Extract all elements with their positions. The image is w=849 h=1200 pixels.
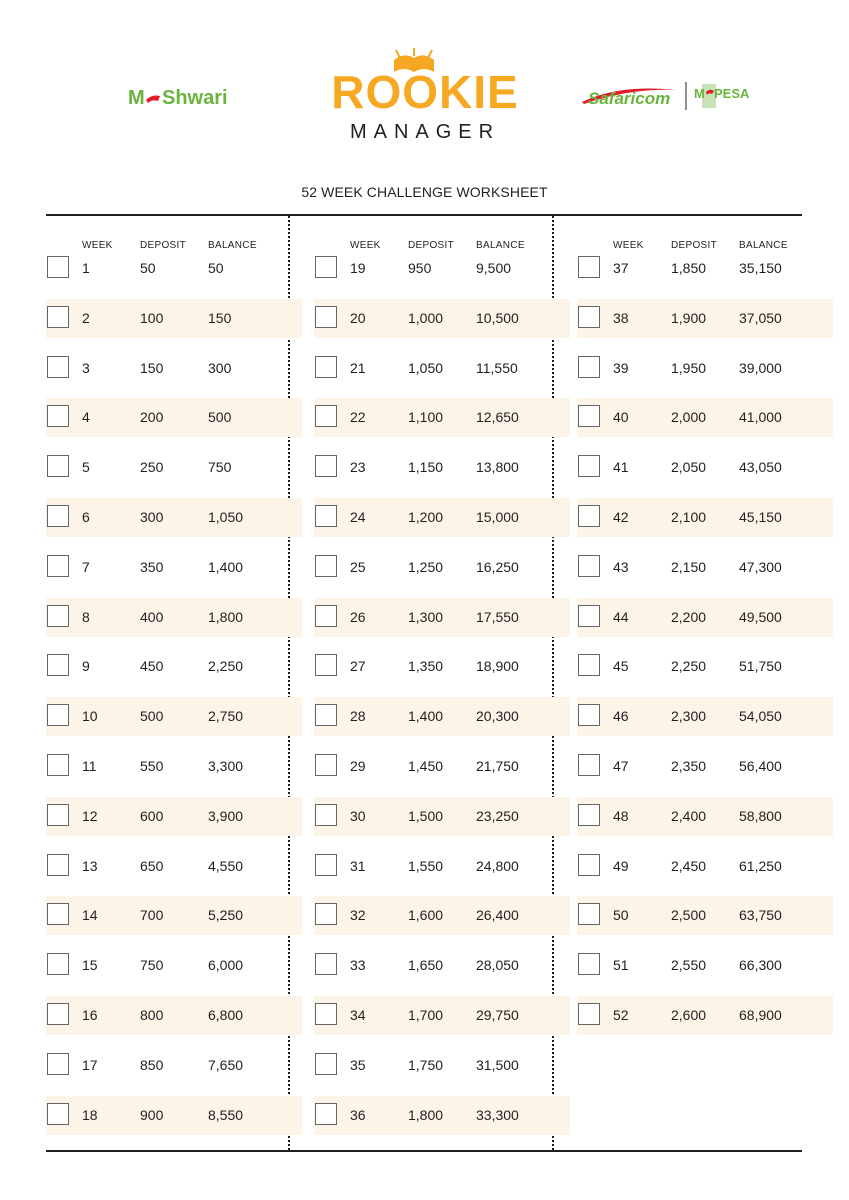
week-checkbox[interactable] [578,256,600,278]
balance-value: 66,300 [739,957,782,974]
deposit-value: 1,750 [408,1056,444,1073]
week-checkbox[interactable] [47,256,69,278]
week-value: 31 [350,857,366,874]
week-row [577,548,833,587]
week-row [46,747,302,786]
week-value: 17 [82,1056,98,1073]
week-row [314,647,570,686]
week-checkbox[interactable] [47,455,69,477]
week-row [46,349,302,388]
week-checkbox[interactable] [315,505,337,527]
deposit-value: 1,250 [408,558,444,575]
deposit-value: 2,350 [671,758,707,774]
balance-value: 51,750 [739,658,782,675]
week-checkbox[interactable] [47,704,69,726]
week-checkbox[interactable] [47,356,69,378]
week-value: 29 [350,758,366,774]
week-row [314,946,570,985]
header-week: WEEK [82,240,113,251]
week-row [314,996,570,1035]
rookie-manager-logo [330,48,520,148]
deposit-value: 400 [140,608,164,625]
week-value: 3 [82,359,90,376]
deposit-value: 1,500 [408,807,444,824]
balance-value: 28,050 [476,957,519,974]
deposit-value: 1,600 [408,907,444,924]
balance-value: 39,000 [739,359,782,376]
balance-value: 20,300 [476,708,519,725]
svg-text:Shwari: Shwari [162,87,228,109]
week-value: 15 [82,957,98,974]
week-checkbox[interactable] [47,804,69,826]
header-week: WEEK [350,240,381,251]
mshwari-logo [128,84,238,110]
deposit-value: 950 [408,260,432,276]
week-value: 47 [613,758,629,774]
week-row [46,548,302,587]
balance-value: 49,500 [739,608,782,625]
deposit-value: 100 [140,309,164,326]
week-value: 4 [82,409,90,426]
balance-value: 63,750 [739,907,782,924]
week-checkbox[interactable] [578,605,600,627]
week-row [577,398,833,437]
balance-value: 6,000 [208,957,244,974]
week-row [46,249,302,288]
deposit-value: 500 [140,708,164,725]
week-row [46,996,302,1035]
week-value: 45 [613,658,629,675]
week-checkbox[interactable] [578,356,600,378]
deposit-value: 450 [140,658,164,675]
week-row [314,847,570,886]
week-row [577,946,833,985]
header-balance: BALANCE [208,240,257,251]
week-row [577,349,833,388]
week-value: 12 [82,807,98,824]
week-row [46,896,302,935]
week-row [314,697,570,736]
week-value: 14 [82,907,98,924]
svg-text:Safaricom: Safaricom [588,89,671,108]
week-checkbox[interactable] [47,1003,69,1025]
week-checkbox[interactable] [578,1003,600,1025]
week-checkbox[interactable] [47,754,69,776]
week-value: 33 [350,957,366,974]
header-balance: BALANCE [476,240,525,251]
week-checkbox[interactable] [578,804,600,826]
balance-value: 300 [208,359,232,376]
week-row [314,896,570,935]
week-value: 28 [350,708,366,725]
week-checkbox[interactable] [578,903,600,925]
week-checkbox[interactable] [315,804,337,826]
week-value: 13 [82,857,98,874]
balance-value: 68,900 [739,1007,782,1023]
header-week: WEEK [613,240,644,251]
week-checkbox[interactable] [578,854,600,876]
balance-value: 33,300 [476,1106,519,1123]
deposit-value: 150 [140,359,164,376]
week-row [46,1046,302,1085]
week-row [577,697,833,736]
week-row [46,398,302,437]
week-checkbox[interactable] [578,704,600,726]
week-value: 6 [82,509,90,525]
week-value: 21 [350,359,366,376]
week-value: 34 [350,1007,366,1023]
week-checkbox[interactable] [578,505,600,527]
deposit-value: 1,100 [408,409,444,426]
balance-value: 47,300 [739,558,782,575]
week-row [46,1096,302,1135]
deposit-value: 2,600 [671,1007,707,1023]
week-value: 11 [82,758,97,774]
week-row [46,299,302,338]
balance-value: 21,750 [476,758,519,774]
balance-value: 17,550 [476,608,519,625]
week-value: 32 [350,907,366,924]
week-value: 52 [613,1007,629,1023]
week-row [577,996,833,1035]
balance-value: 24,800 [476,857,519,874]
week-row [46,448,302,487]
week-value: 51 [613,957,629,974]
deposit-value: 1,700 [408,1007,444,1023]
deposit-value: 2,400 [671,807,707,824]
balance-value: 23,250 [476,807,519,824]
deposit-value: 50 [140,260,156,276]
week-value: 18 [82,1106,98,1123]
week-checkbox[interactable] [47,555,69,577]
week-row [314,498,570,537]
week-row [314,1046,570,1085]
week-row [314,548,570,587]
week-checkbox[interactable] [315,356,337,378]
deposit-value: 650 [140,857,164,874]
balance-value: 9,500 [476,260,512,276]
balance-value: 54,050 [739,708,782,725]
balance-value: 750 [208,459,232,476]
balance-value: 2,750 [208,708,244,725]
week-checkbox[interactable] [315,1003,337,1025]
week-value: 48 [613,807,629,824]
week-value: 46 [613,708,629,725]
balance-value: 41,000 [739,409,782,426]
deposit-value: 1,300 [408,608,444,625]
week-checkbox[interactable] [47,654,69,676]
deposit-value: 200 [140,409,164,426]
week-value: 5 [82,459,90,476]
balance-value: 43,050 [739,459,782,476]
deposit-value: 2,100 [671,509,707,525]
deposit-value: 350 [140,558,164,575]
week-value: 26 [350,608,366,625]
header-deposit: DEPOSIT [671,240,717,251]
balance-value: 13,800 [476,459,519,476]
header-deposit: DEPOSIT [408,240,454,251]
week-value: 40 [613,409,629,426]
deposit-value: 250 [140,459,164,476]
balance-value: 3,900 [208,807,244,824]
balance-value: 56,400 [739,758,782,774]
week-checkbox[interactable] [315,1053,337,1075]
deposit-value: 750 [140,957,164,974]
svg-text:ROOKIE: ROOKIE [331,66,519,118]
week-checkbox[interactable] [578,754,600,776]
week-checkbox[interactable] [315,754,337,776]
deposit-value: 1,900 [671,309,707,326]
deposit-value: 2,450 [671,857,707,874]
week-row [46,647,302,686]
week-checkbox[interactable] [47,1053,69,1075]
week-row [314,299,570,338]
balance-value: 50 [208,260,224,276]
week-value: 35 [350,1056,366,1073]
week-row [46,797,302,836]
balance-value: 7,650 [208,1056,244,1073]
deposit-value: 550 [140,758,164,774]
week-value: 22 [350,409,366,426]
week-checkbox[interactable] [578,654,600,676]
deposit-value: 1,550 [408,857,444,874]
week-checkbox[interactable] [47,505,69,527]
week-checkbox[interactable] [315,704,337,726]
week-checkbox[interactable] [315,903,337,925]
deposit-value: 2,550 [671,957,707,974]
balance-value: 2,250 [208,658,244,675]
week-checkbox[interactable] [315,306,337,328]
week-value: 16 [82,1007,98,1023]
deposit-value: 2,200 [671,608,707,625]
week-value: 38 [613,309,629,326]
balance-value: 35,150 [739,260,782,276]
week-value: 9 [82,658,90,675]
balance-value: 5,250 [208,907,244,924]
svg-text:M: M [694,86,705,101]
balance-value: 4,550 [208,857,244,874]
week-checkbox[interactable] [315,455,337,477]
week-row [577,647,833,686]
balance-value: 1,800 [208,608,244,625]
balance-value: 500 [208,409,232,426]
week-value: 23 [350,459,366,476]
week-value: 24 [350,509,366,525]
week-value: 25 [350,558,366,575]
week-value: 42 [613,509,629,525]
week-row [314,349,570,388]
balance-value: 11,550 [476,359,518,376]
deposit-value: 2,150 [671,558,707,575]
deposit-value: 2,500 [671,907,707,924]
week-value: 43 [613,558,629,575]
week-value: 7 [82,558,90,575]
balance-value: 10,500 [476,309,519,326]
week-checkbox[interactable] [47,405,69,427]
balance-value: 6,800 [208,1007,244,1023]
week-checkbox[interactable] [47,605,69,627]
week-row [577,498,833,537]
deposit-value: 2,250 [671,658,707,675]
deposit-value: 2,050 [671,459,707,476]
week-value: 37 [613,260,629,276]
week-checkbox[interactable] [578,306,600,328]
week-value: 30 [350,807,366,824]
header-balance: BALANCE [739,240,788,251]
deposit-value: 900 [140,1106,164,1123]
balance-value: 61,250 [739,857,782,874]
week-checkbox[interactable] [47,854,69,876]
deposit-value: 1,850 [671,260,707,276]
week-row [314,249,570,288]
week-value: 19 [350,260,366,276]
week-value: 20 [350,309,366,326]
week-row [577,448,833,487]
week-checkbox[interactable] [315,256,337,278]
week-value: 44 [613,608,629,625]
week-value: 27 [350,658,366,675]
balance-value: 150 [208,309,232,326]
week-row [314,398,570,437]
deposit-value: 1,150 [408,459,444,476]
balance-value: 29,750 [476,1007,519,1023]
svg-text:MANAGER: MANAGER [349,121,501,143]
week-checkbox[interactable] [315,605,337,627]
rookie-manager-logo-graphic [330,48,520,148]
week-checkbox[interactable] [578,405,600,427]
week-value: 39 [613,359,629,376]
week-row [577,249,833,288]
week-row [314,448,570,487]
deposit-value: 1,650 [408,957,444,974]
top-rule [46,214,802,216]
mshwari-logo-graphic [128,84,238,110]
worksheet-title: 52 WEEK CHALLENGE WORKSHEET [301,184,548,200]
week-row [314,747,570,786]
week-row [46,946,302,985]
week-row [577,896,833,935]
week-checkbox[interactable] [47,306,69,328]
week-value: 50 [613,907,629,924]
balance-value: 8,550 [208,1106,244,1123]
week-checkbox[interactable] [578,555,600,577]
deposit-value: 700 [140,907,164,924]
week-checkbox[interactable] [578,953,600,975]
week-checkbox[interactable] [578,455,600,477]
week-row [46,697,302,736]
svg-text:M: M [128,87,145,109]
week-row [314,1096,570,1135]
balance-value: 26,400 [476,907,519,924]
bottom-rule [46,1150,802,1152]
week-row [577,847,833,886]
balance-value: 3,300 [208,758,244,774]
deposit-value: 1,000 [408,309,444,326]
deposit-value: 800 [140,1007,164,1023]
deposit-value: 1,050 [408,359,444,376]
balance-value: 1,050 [208,509,244,525]
deposit-value: 850 [140,1056,164,1073]
week-checkbox[interactable] [315,854,337,876]
week-row [46,847,302,886]
week-checkbox[interactable] [47,1103,69,1125]
balance-value: 45,150 [739,509,782,525]
week-value: 36 [350,1106,366,1123]
safaricom-mpesa-logo [580,80,755,114]
balance-value: 16,250 [476,558,519,575]
week-row [314,797,570,836]
deposit-value: 1,200 [408,509,444,525]
deposit-value: 300 [140,509,164,525]
balance-value: 58,800 [739,807,782,824]
week-value: 2 [82,309,90,326]
week-row [46,598,302,637]
balance-value: 15,000 [476,509,519,525]
week-checkbox[interactable] [47,903,69,925]
svg-text:PESA: PESA [714,86,750,101]
week-row [577,797,833,836]
week-checkbox[interactable] [315,1103,337,1125]
week-row [577,747,833,786]
week-value: 49 [613,857,629,874]
week-value: 1 [82,260,90,276]
week-row [577,598,833,637]
deposit-value: 1,350 [408,658,444,675]
balance-value: 37,050 [739,309,782,326]
week-checkbox[interactable] [315,953,337,975]
deposit-value: 1,450 [408,758,444,774]
deposit-value: 2,000 [671,409,707,426]
deposit-value: 1,950 [671,359,707,376]
deposit-value: 600 [140,807,164,824]
week-checkbox[interactable] [315,555,337,577]
deposit-value: 2,300 [671,708,707,725]
balance-value: 12,650 [476,409,519,426]
week-value: 10 [82,708,98,725]
week-checkbox[interactable] [47,953,69,975]
balance-value: 18,900 [476,658,519,675]
week-row [314,598,570,637]
header-deposit: DEPOSIT [140,240,186,251]
week-value: 8 [82,608,90,625]
safaricom-mpesa-logo-graphic [580,80,755,114]
week-row [577,299,833,338]
deposit-value: 1,800 [408,1106,444,1123]
balance-value: 1,400 [208,558,244,575]
week-row [46,498,302,537]
balance-value: 31,500 [476,1056,519,1073]
week-checkbox[interactable] [315,654,337,676]
week-checkbox[interactable] [315,405,337,427]
deposit-value: 1,400 [408,708,444,725]
week-value: 41 [613,459,629,476]
